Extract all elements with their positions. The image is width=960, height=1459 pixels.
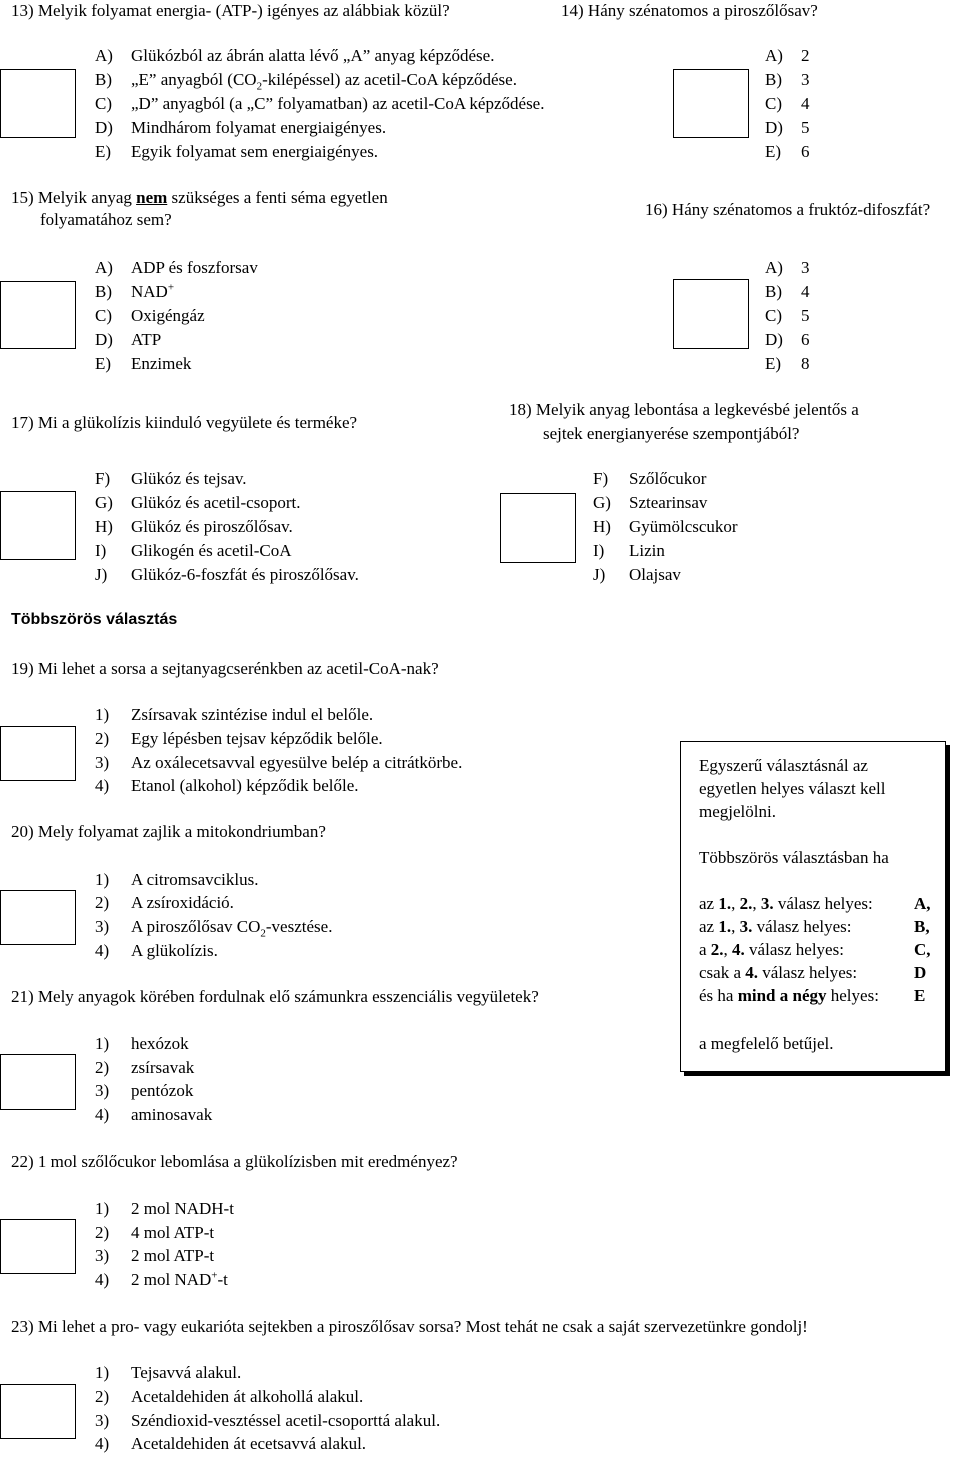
q13-title: 13) Melyik folyamat energia- (ATP-) igényes az alábbiak közül? bbox=[11, 1, 450, 20]
q17-option-i: I) Glikogén és acetil-CoA bbox=[95, 541, 292, 560]
q22-option-2: 2) 4 mol ATP-t bbox=[95, 1223, 215, 1242]
q22-title: 22) 1 mol szőlőcukor lebomlása a glükolízisben mit eredményez? bbox=[11, 1152, 458, 1171]
q19-title: 19) Mi lehet a sorsa a sejtanyagcserénkben az acetil-CoA-nak? bbox=[11, 659, 439, 678]
q16-option-c: C) 5 bbox=[765, 306, 810, 325]
q23-option-3: 3) Széndioxid-vesztéssel acetil-csoporttá alakul. bbox=[95, 1411, 441, 1430]
q18-title: 18) Melyik anyag lebontása a legkevésbé jelentős a bbox=[509, 400, 859, 419]
info-rule-d: csak a 4. válasz helyes: bbox=[699, 963, 858, 982]
q17-option-f: F) Glükóz és tejsav. bbox=[95, 469, 247, 488]
q14-option-e: E) 6 bbox=[765, 142, 810, 161]
section-title: Többszörös választás bbox=[11, 611, 178, 628]
info-line-5: a megfelelő betűjel. bbox=[699, 1034, 834, 1053]
q19-answer-box[interactable] bbox=[0, 726, 76, 781]
q14-option-c: C) 4 bbox=[765, 94, 810, 113]
q22-option-1: 1) 2 mol NADH-t bbox=[95, 1199, 234, 1218]
q17-option-h: H) Glükóz és piroszőlősav. bbox=[95, 517, 293, 536]
q20-title: 20) Mely folyamat zajlik a mitokondriumban? bbox=[11, 822, 326, 841]
q23-option-1: 1) Tejsavvá alakul. bbox=[95, 1363, 242, 1382]
info-answer-c: C, bbox=[914, 940, 931, 959]
q16-option-d: D) 6 bbox=[765, 330, 810, 349]
q23-title: 23) Mi lehet a pro- vagy eukarióta sejtekben a piroszőlősav sorsa? Most tehát ne csak a saját szervezetünkre gondolj! bbox=[11, 1317, 808, 1336]
q19-option-4: 4) Etanol (alkohol) képződik belőle. bbox=[95, 776, 359, 795]
info-line-4: Többszörös választásban ha bbox=[699, 848, 889, 867]
q13-option-a: A) Glükózból az ábrán alatta lévő „A” anyag képződése. bbox=[95, 46, 495, 65]
info-rule-c: a 2., 4. válasz helyes: bbox=[699, 940, 844, 959]
info-rule-a: az 1., 2., 3. válasz helyes: bbox=[699, 894, 873, 913]
q20-option-4: 4) A glükolízis. bbox=[95, 941, 218, 960]
q20-option-1: 1) A citromsavciklus. bbox=[95, 870, 259, 889]
q19-option-2: 2) Egy lépésben tejsav képződik belőle. bbox=[95, 729, 383, 748]
q23-option-2: 2) Acetaldehiden át alkohollá alakul. bbox=[95, 1387, 364, 1406]
info-line-2: egyetlen helyes választ kell bbox=[699, 779, 886, 798]
q19-option-3: 3) Az oxálecetsavval egyesülve belép a citrátkörbe. bbox=[95, 753, 463, 772]
q21-option-3: 3) pentózok bbox=[95, 1081, 194, 1100]
q15-option-d: D) ATP bbox=[95, 330, 162, 349]
info-answer-d: D bbox=[914, 963, 927, 982]
q23-option-4: 4) Acetaldehiden át ecetsavvá alakul. bbox=[95, 1434, 367, 1453]
q16-option-a: A) 3 bbox=[765, 258, 810, 277]
info-answer-b: B, bbox=[914, 917, 930, 936]
q15-option-c: C) Oxigéngáz bbox=[95, 306, 205, 325]
q23-answer-box[interactable] bbox=[0, 1384, 76, 1439]
q16-answer-box[interactable] bbox=[673, 279, 749, 349]
q16-option-b: B) 4 bbox=[765, 282, 810, 301]
q14-option-a: A) 2 bbox=[765, 46, 810, 65]
q17-title: 17) Mi a glükolízis kiinduló vegyülete és terméke? bbox=[11, 413, 358, 432]
q21-option-4: 4) aminosavak bbox=[95, 1105, 213, 1124]
q18-option-i: I) Lizin bbox=[593, 541, 665, 560]
q14-title: 14) Hány szénatomos a piroszőlősav? bbox=[561, 1, 818, 20]
q15-title-line2: folyamatához sem? bbox=[40, 210, 172, 229]
info-rule-e: és ha mind a négy helyes: bbox=[699, 986, 879, 1005]
q15-answer-box[interactable] bbox=[0, 281, 76, 349]
q13-option-b: B) „E” anyagból $(CO_2-kilépéssel)$ az acetil-CoA képződése. bbox=[95, 70, 517, 93]
q18-option-h: H) Gyümölcscukor bbox=[593, 517, 738, 536]
q22-answer-box[interactable] bbox=[0, 1219, 76, 1274]
q20-option-3: 3) A piroszőlősav $CO_2$-vesztése. bbox=[95, 917, 333, 940]
q17-option-g: G) Glükóz és acetil-csoport. bbox=[95, 493, 301, 512]
q13-option-c: C) „D” anyagból (a „C” folyamatban) az acetil-CoA képződése. bbox=[95, 94, 545, 113]
q21-answer-box[interactable] bbox=[0, 1054, 76, 1110]
q22-option-3: 3) 2 mol ATP-t bbox=[95, 1246, 215, 1265]
q15-option-e: E) Enzimek bbox=[95, 354, 192, 373]
q13-option-e: E) Egyik folyamat sem energiaigényes. bbox=[95, 142, 379, 161]
q21-option-2: 2) zsírsavak bbox=[95, 1058, 195, 1077]
q15-title: 15) Melyik anyag nem szükséges a fenti séma egyetlen bbox=[11, 188, 388, 207]
q13-answer-box[interactable] bbox=[0, 69, 76, 138]
q13-option-d: D) Mindhárom folyamat energiaigényes. bbox=[95, 118, 387, 137]
q20-answer-box[interactable] bbox=[0, 890, 76, 945]
q17-answer-box[interactable] bbox=[0, 491, 76, 560]
q18-option-j: J) Olajsav bbox=[593, 565, 681, 584]
info-line-1: Egyszerű választásnál az bbox=[699, 756, 868, 775]
q18-answer-box[interactable] bbox=[500, 493, 576, 563]
q18-option-f: F) Szőlőcukor bbox=[593, 469, 707, 488]
q17-option-j: J) Glükóz-6-foszfát és piroszőlősav. bbox=[95, 565, 359, 584]
q19-option-1: 1) Zsírsavak szintézise indul el belőle. bbox=[95, 705, 374, 724]
q18-title-line2: sejtek energianyerése szempontjából? bbox=[543, 424, 800, 443]
q16-option-e: E) 8 bbox=[765, 354, 810, 373]
q14-option-b: B) 3 bbox=[765, 70, 810, 89]
q14-option-d: D) 5 bbox=[765, 118, 810, 137]
q21-option-1: 1) hexózok bbox=[95, 1034, 189, 1053]
q15-option-a: A) ADP és foszforsav bbox=[95, 258, 258, 277]
q15-option-b: B) NAD+ bbox=[95, 281, 175, 301]
info-answer-e: E bbox=[914, 986, 926, 1005]
q14-answer-box[interactable] bbox=[673, 69, 749, 138]
q20-option-2: 2) A zsíroxidáció. bbox=[95, 893, 234, 912]
info-line-3: megjelölni. bbox=[699, 802, 776, 821]
q16-title: 16) Hány szénatomos a fruktóz-difoszfát? bbox=[645, 200, 931, 219]
q18-option-g: G) Sztearinsav bbox=[593, 493, 708, 512]
q21-title: 21) Mely anyagok körében fordulnak elő számunkra esszenciális vegyületek? bbox=[11, 987, 539, 1006]
instructions-box bbox=[680, 741, 946, 1072]
info-answer-a: A, bbox=[914, 894, 931, 913]
info-rule-b: az 1., 3. válasz helyes: bbox=[699, 917, 852, 936]
q22-option-4: 4) 2 mol NAD+-t bbox=[95, 1269, 228, 1289]
